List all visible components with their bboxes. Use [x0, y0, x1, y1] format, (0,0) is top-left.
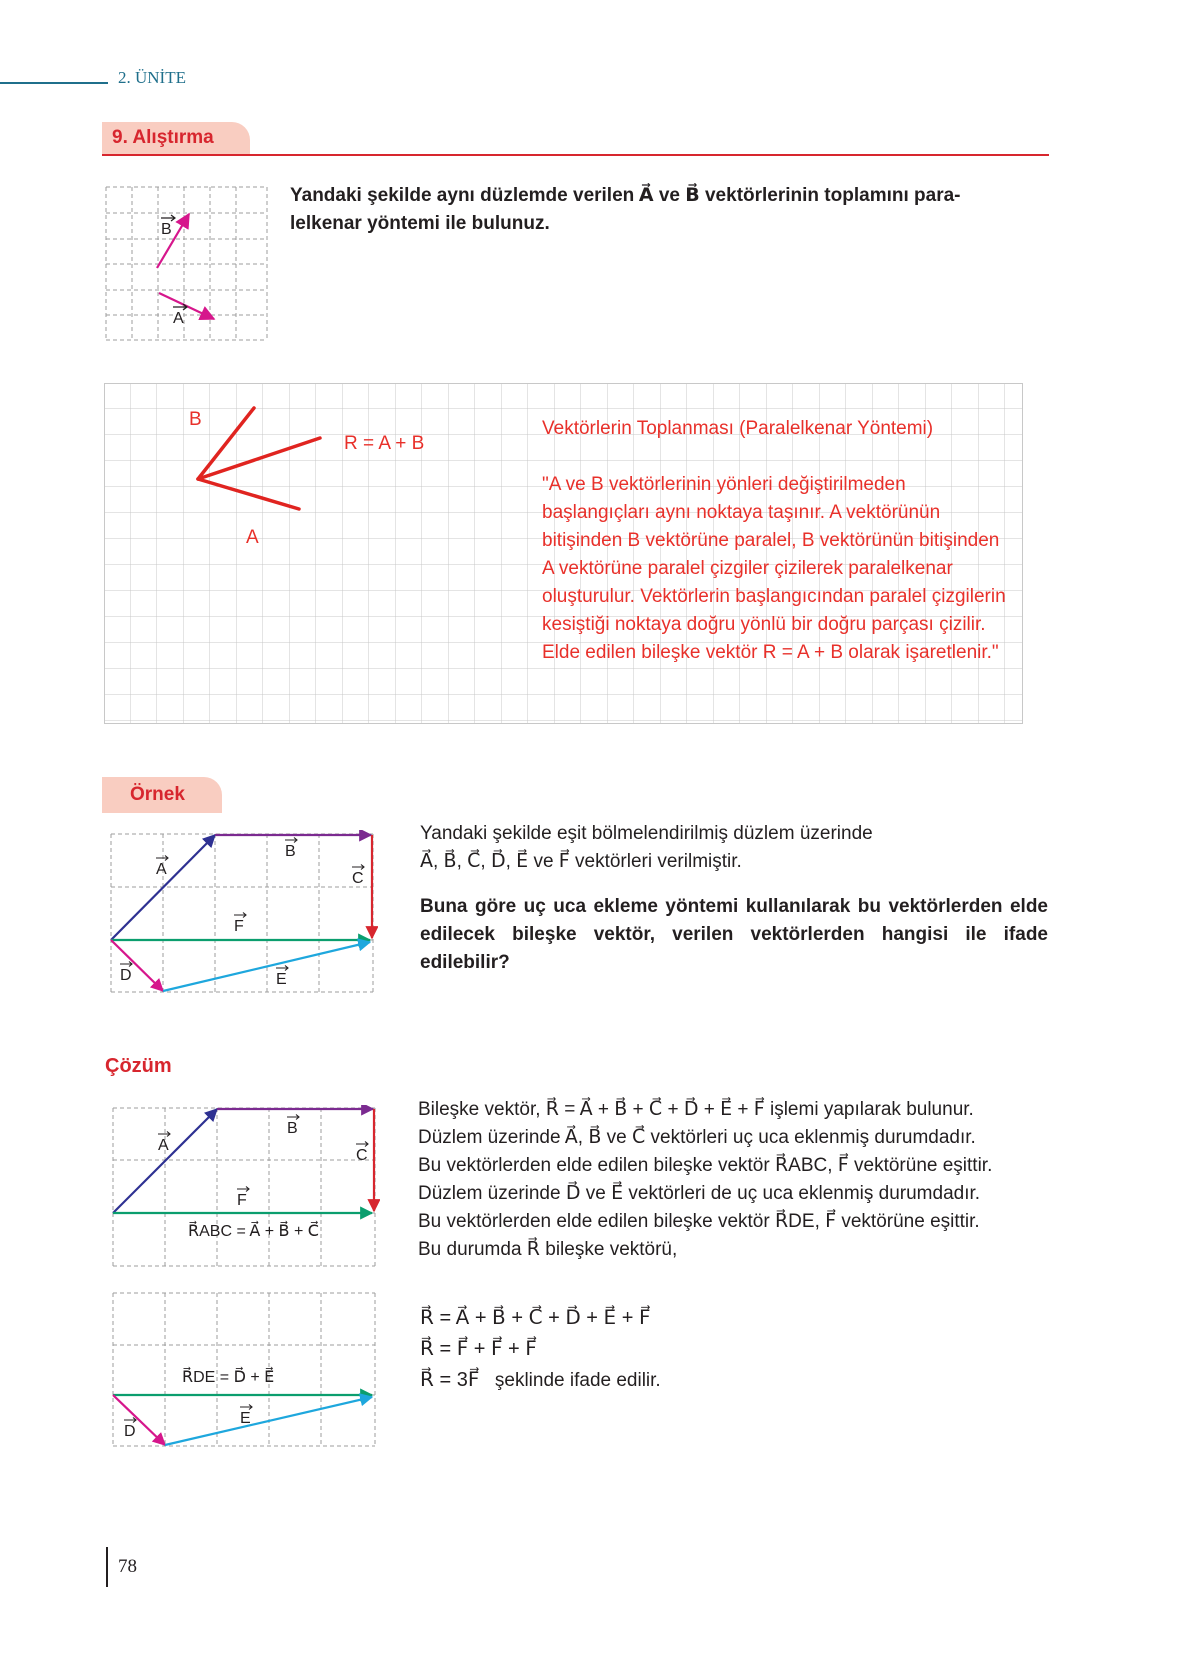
page-number: 78 [118, 1556, 137, 1577]
ex-label-a: A [156, 861, 167, 878]
question-line-2: lelkenar yöntemi ile bulunuz. [290, 213, 550, 234]
answer-title: Vektörlerin Toplanması (Paralelkenar Yöntemi) [542, 418, 934, 439]
exercise-tab [102, 122, 250, 156]
solution-text [418, 1096, 1058, 1264]
solution-title: Çözüm [105, 1055, 172, 1077]
answer-line: bitişinden B vektörüne paralel, B vektörünün bitişinden [542, 530, 1000, 551]
example-vector-list: A⃗, B⃗, C⃗, D⃗, E⃗ ve F⃗ [420, 851, 570, 872]
equation-1: R⃗ = A⃗ + B⃗ + C⃗ + D⃗ + E⃗ + F⃗ [420, 1307, 651, 1329]
exercise-question [290, 182, 1048, 238]
solution-line: Bu durumda R⃗ bileşke vektörü, [418, 1239, 678, 1260]
rde-label: R⃗DE = D⃗ + E⃗ [182, 1369, 275, 1386]
answer-label-b: B [189, 409, 202, 430]
equation-2: R⃗ = F⃗ + F⃗ + F⃗ [420, 1338, 537, 1360]
example-text-line-2 [420, 848, 1050, 876]
equation-3-suffix: şeklinde ifade edilir. [494, 1370, 661, 1391]
answer-line: A vektörüne paralel çizgiler çizilerek paralelkenar [542, 558, 953, 579]
label-b: B [161, 221, 172, 238]
example-tab-label: Örnek [130, 784, 185, 805]
unit-header-line [0, 82, 108, 84]
answer-line: Elde edilen bileşke vektör R = A + B olarak işaretlenir." [542, 642, 999, 663]
answer-line: "A ve B vektörlerinin yönleri değiştirilmeden [542, 474, 906, 495]
answer-line: oluşturulur. Vektörlerin başlangıcından paralel çizgilerin [542, 586, 1006, 607]
sol-vector-d [113, 1395, 165, 1445]
sol-vector-e [165, 1397, 372, 1445]
solution-figure-de [110, 1290, 380, 1450]
solution-equations [420, 1303, 661, 1396]
example-question: Buna göre uç uca ekleme yöntemi kullanılarak bu vektörlerden elde edilecek bileşke vektör, verilen vektörlerden hangisi ile ifade edilebilir? [420, 896, 1048, 973]
example-figure [108, 830, 378, 994]
solution-line: Bu vektörlerden elde edilen bileşke vektör R⃗DE, F⃗ vektörüne eşittir. [418, 1211, 980, 1232]
example-tab [102, 777, 222, 813]
page-number-bar [106, 1547, 108, 1587]
example-text [420, 820, 1050, 876]
exercise-rule [102, 154, 1049, 156]
solution-line: Düzlem üzerinde A⃗, B⃗ ve C⃗ vektörleri uç uca eklenmiş durumdadır. [418, 1127, 976, 1148]
ex-label-d: D [120, 967, 132, 984]
answer-label-a: A [246, 527, 259, 548]
equation-3: R⃗ = 3F⃗ [420, 1369, 480, 1391]
label-a: A [173, 310, 184, 327]
sol-label-c: C [356, 1147, 368, 1164]
solution-figure-abc [110, 1105, 380, 1270]
question-line-1: Yandaki şekilde aynı düzlemde verilen A⃗ ve B⃗ vektörlerinin toplamını para- [290, 185, 961, 206]
answer-explanation [542, 471, 1062, 667]
exercise-tab-label: 9. Alıştırma [112, 127, 214, 148]
answer-line: kesiştiği noktaya doğru yönlü bir doğru parçası çizilir. [542, 614, 986, 635]
solution-line: Düzlem üzerinde D⃗ ve E⃗ vektörleri de uç uca eklenmiş durumdadır. [418, 1183, 981, 1204]
exercise-figure [105, 186, 270, 341]
sol-label-d: D [124, 1423, 136, 1440]
example-text-rest: vektörleri verilmiştir. [575, 851, 742, 872]
solution-line: Bu vektörlerden elde edilen bileşke vektör R⃗ABC, F⃗ vektörüne eşittir. [418, 1155, 993, 1176]
sol-label-e: E [240, 1410, 251, 1427]
answer-label-r: R = A + B [344, 433, 425, 454]
solution-line: Bileşke vektör, R⃗ = A⃗ + B⃗ + C⃗ + D⃗ + E⃗ + F⃗ işlemi yapılarak bulunur. [418, 1099, 974, 1120]
unit-title: 2. ÜNİTE [118, 68, 186, 87]
example-text-line-1: Yandaki şekilde eşit bölmelendirilmiş düzlem üzerinde [420, 823, 873, 844]
rabc-label: R⃗ABC = A⃗ + B⃗ + C⃗ [188, 1223, 319, 1240]
answer-line: başlangıçları aynı noktaya taşınır. A vektörünün [542, 502, 941, 523]
ex-vector-d [111, 940, 163, 991]
ex-label-c: C [352, 870, 364, 887]
sol-label-a: A [158, 1137, 169, 1154]
equation-3-row [420, 1365, 661, 1396]
ex-label-e: E [276, 971, 287, 988]
ex-label-f: F [234, 918, 244, 935]
sol-label-b: B [287, 1120, 298, 1137]
ex-label-b: B [285, 843, 296, 860]
sol-label-f: F [237, 1192, 247, 1209]
